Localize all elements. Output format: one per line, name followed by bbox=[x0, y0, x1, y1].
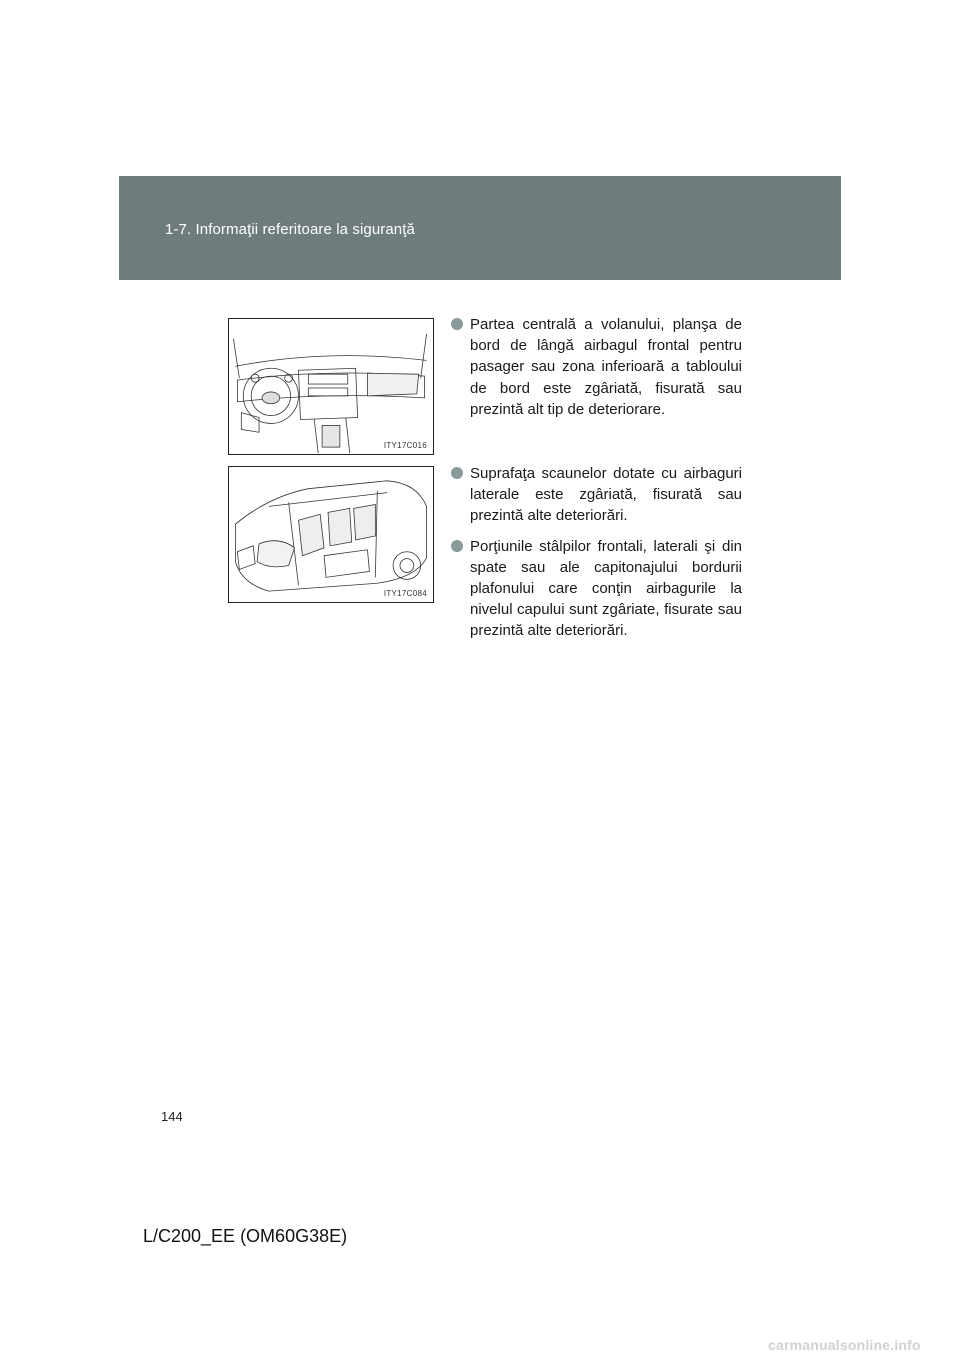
interior-figure bbox=[228, 466, 434, 603]
dashboard-airbag-illustration bbox=[229, 319, 433, 454]
page-number: 144 bbox=[161, 1109, 183, 1124]
list-item bbox=[449, 536, 742, 642]
bullet-list-dashboard bbox=[449, 314, 742, 429]
bullet-dot-icon bbox=[451, 318, 463, 330]
bullet-text: Suprafaţa scaunelor dotate cu airbaguri laterale este zgâriată, fisurată sau prezintă alte deteriorări. bbox=[470, 465, 742, 525]
bullet-text: Porţiunile stâlpilor frontali, laterali şi din spate sau ale capitonajului bordurii plafonului care conţin airbagurile la nivelul capului sunt zgâriate, fisurate sau prezintă alte deteriorări. bbox=[470, 537, 742, 640]
bullet-dot-icon bbox=[451, 467, 463, 479]
watermark-link[interactable]: carmanualsonline.info bbox=[768, 1337, 921, 1353]
bullet-dot-icon bbox=[451, 540, 463, 552]
dashboard-figure bbox=[228, 318, 434, 455]
figure-code: ITY17C084 bbox=[383, 589, 427, 598]
vehicle-interior-seats-illustration bbox=[229, 467, 433, 602]
figure-code: ITY17C016 bbox=[383, 441, 427, 450]
section-header-band bbox=[119, 176, 841, 280]
footer-model-code: L/C200_EE (OM60G38E) bbox=[143, 1226, 348, 1246]
list-item bbox=[449, 463, 742, 527]
section-title: 1-7. Informaţii referitoare la siguranţă bbox=[165, 221, 415, 238]
bullet-text: Partea centrală a volanului, planşa de bord de lângă airbagul frontal pentru pasager sau zona inferioară a tabloului de bord este zgâriată, fisurată sau prezintă alt tip de deteriorare. bbox=[470, 316, 742, 418]
bullet-list-interior bbox=[449, 463, 742, 651]
list-item bbox=[449, 314, 742, 420]
